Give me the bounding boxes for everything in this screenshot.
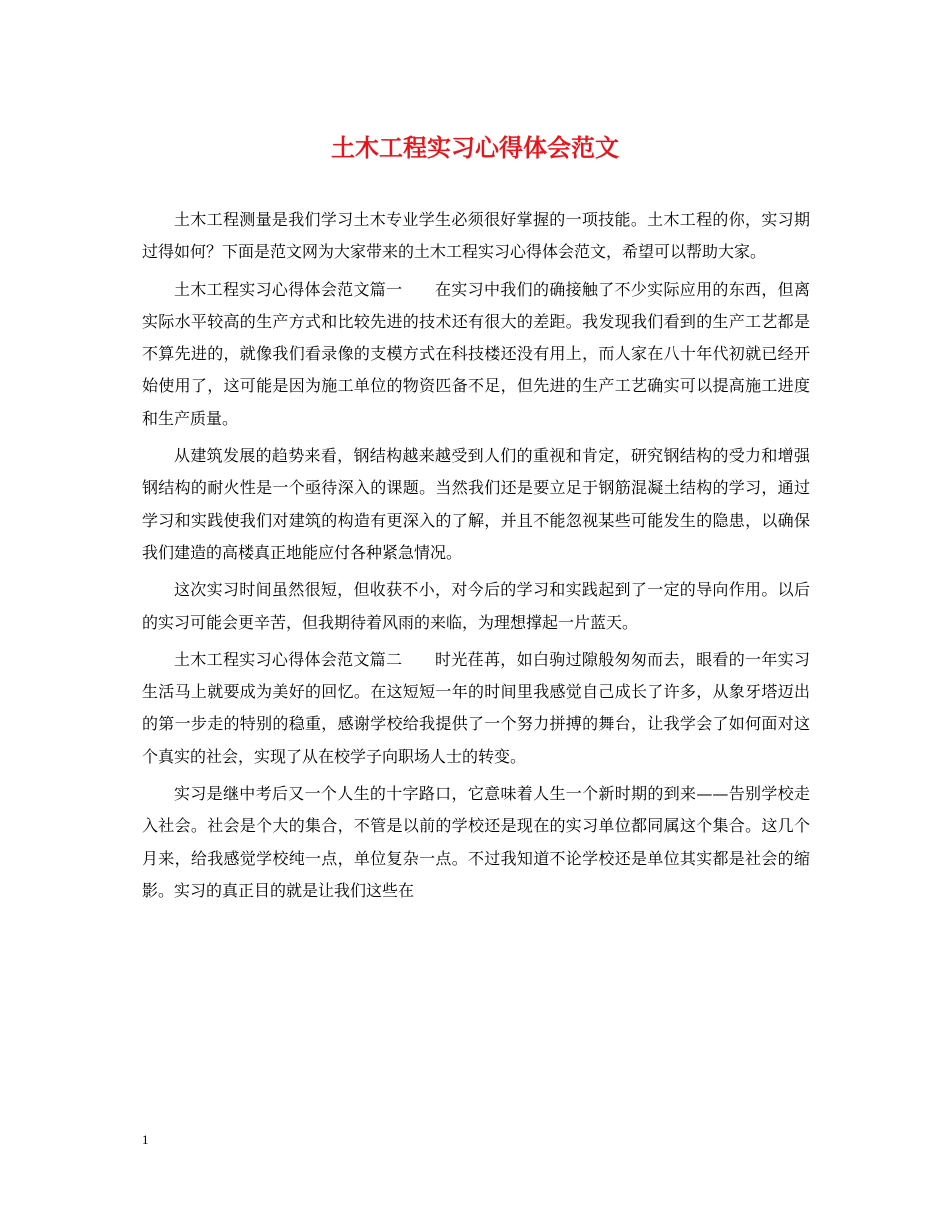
paragraph-essay-two: 土木工程实习心得体会范文篇二 时光荏苒，如白驹过隙般匆匆而去，眼看的一年实习生活马上就要成为美好的回忆。在这短短一年的时间里我感觉自己成长了许多，从象牙塔迈出的第一步走的特别的稳重，感谢学校给我提供了一个努力拼搏的舞台，让我学会了如何面对这个真实的社会，实现了从在校学子向职场人士的转变。 bbox=[142, 649, 810, 766]
document-title: 土木工程实习心得体会范文 bbox=[331, 133, 619, 162]
paragraph-crossroads: 实习是继中考后又一个人生的十字路口，它意味着人生一个新时期的到来——告别学校走入社会。社会是个大的集合，不管是以前的学校还是现在的实习单位都同属这个集合。这几个月来，给我感觉学校纯一点，单位复杂一点。不过我知道不论学校还是单位其实都是社会的缩影。实习的真正目的就是让我们这些在 bbox=[142, 784, 810, 900]
document-body bbox=[142, 204, 810, 912]
paragraph-essay-one: 土木工程实习心得体会范文篇一 在实习中我们的确接触了不少实际应用的东西，但离实际水平较高的生产方式和比较先进的技术还有很大的差距。我发现我们看到的生产工艺都是不算先进的，就像我们看录像的支模方式在科技楼还没有用上，而人家在八十年代初就已经开始使用了，这可能是因为施工单位的物资匹备不足，但先进的生产工艺确实可以提高施工进度和生产质量。 bbox=[142, 279, 810, 428]
paragraph-internship-summary: 这次实习时间虽然很短，但收获不小，对今后的学习和实践起到了一定的导向作用。以后的实习可能会更辛苦，但我期待着风雨的来临，为理想撑起一片蓝天。 bbox=[142, 580, 810, 632]
page-number: 1 bbox=[142, 1132, 149, 1147]
paragraph-intro: 土木工程测量是我们学习土木专业学生必须很好掌握的一项技能。土木工程的你，实习期过得如何？下面是范文网为大家带来的土木工程实习心得体会范文，希望可以帮助大家。 bbox=[142, 210, 810, 262]
paragraph-steel-structure: 从建筑发展的趋势来看，钢结构越来越受到人们的重视和肯定，研究钢结构的受力和增强钢结构的耐火性是一个亟待深入的课题。当然我们还是要立足于钢筋混凝土结构的学习，通过学习和实践使我们对建筑的构造有更深入的了解，并且不能忽视某些可能发生的隐患，以确保我们建造的高楼真正地能应付各种紧急情况。 bbox=[142, 446, 810, 562]
